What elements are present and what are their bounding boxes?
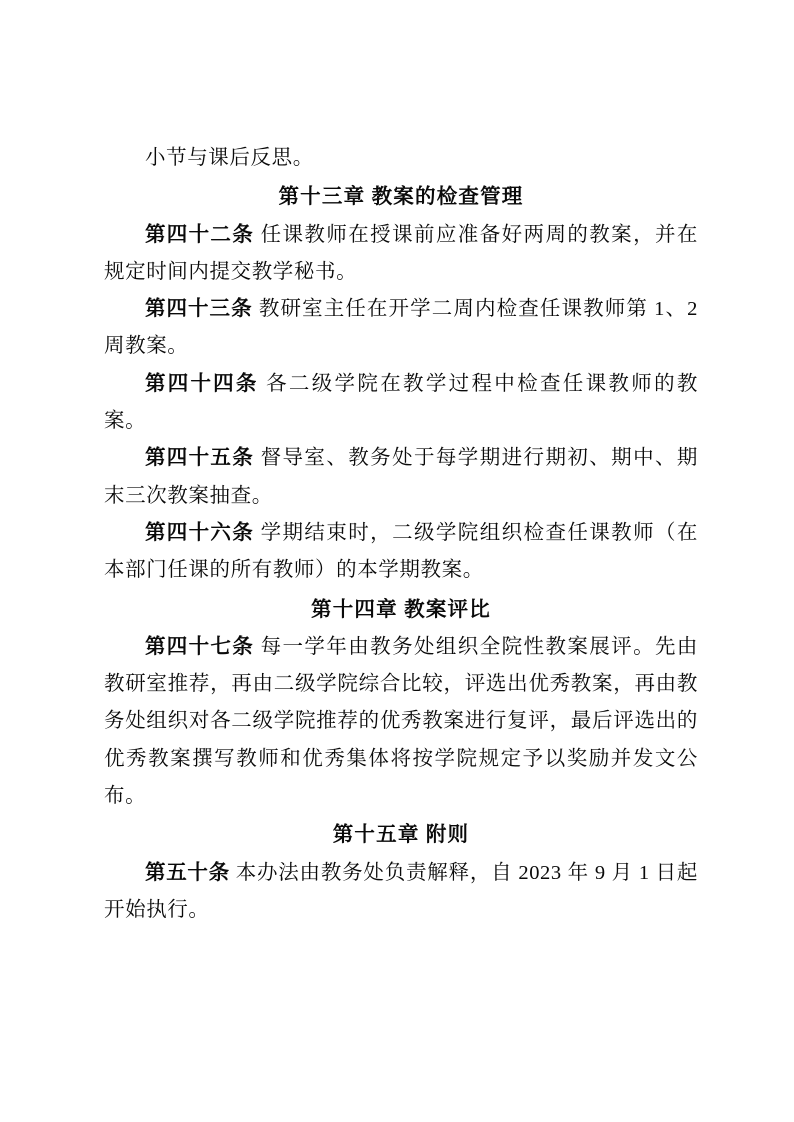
article-50 [104,855,698,930]
article-42 [104,217,698,292]
article-43-lead: 第四十三条 [145,298,253,321]
article-45 [104,440,698,515]
article-50-lead: 第五十条 [145,861,230,884]
article-47-lead: 第四十七条 [145,635,255,658]
article-44-text: 各二级学院在教学过程中检查任课教师的教案。 [104,372,698,433]
article-50-text: 本办法由教务处负责解释，自 2023 年 9 月 1 日起开始执行。 [104,861,698,921]
article-42-lead: 第四十二条 [145,223,255,246]
article-43 [104,291,698,366]
paragraph-continuation: 小节与课后反思。 [145,147,314,169]
article-44-lead: 第四十四条 [145,372,259,395]
article-46-text: 学期结束时，二级学院组织检查任课教师（在本部门任课的所有教师）的本学期教案。 [104,521,699,582]
article-46-lead: 第四十六条 [145,521,255,544]
article-47-text: 每一学年由教务处组织全院性教案展评。先由教研室推荐，再由二级学院综合比较，评选出优秀教案，再由教务处组织对各二级学院推荐的优秀教案进行复评，最后评选出的优秀教案撰写教师和优秀集体将按学院规定予以奖励并发文公布。 [104,635,699,808]
document-body [104,140,698,929]
chapter-heading-14: 第十四章 教案评比 [311,598,491,621]
chapter-heading-13: 第十三章 教案的检查管理 [278,186,524,209]
article-46 [104,515,698,590]
article-42-text: 任课教师在授课前应准备好两周的教案，并在规定时间内提交教学秘书。 [104,223,699,283]
article-43-text: 教研室主任在开学二周内检查任课教师第 1、2 周教案。 [104,298,699,358]
article-45-text: 督导室、教务处于每学期进行期初、期中、期末三次教案抽查。 [104,447,699,507]
chapter-heading-15: 第十五章 附则 [332,824,470,847]
article-47 [104,629,698,815]
article-44 [104,366,698,441]
article-45-lead: 第四十五条 [145,447,255,470]
